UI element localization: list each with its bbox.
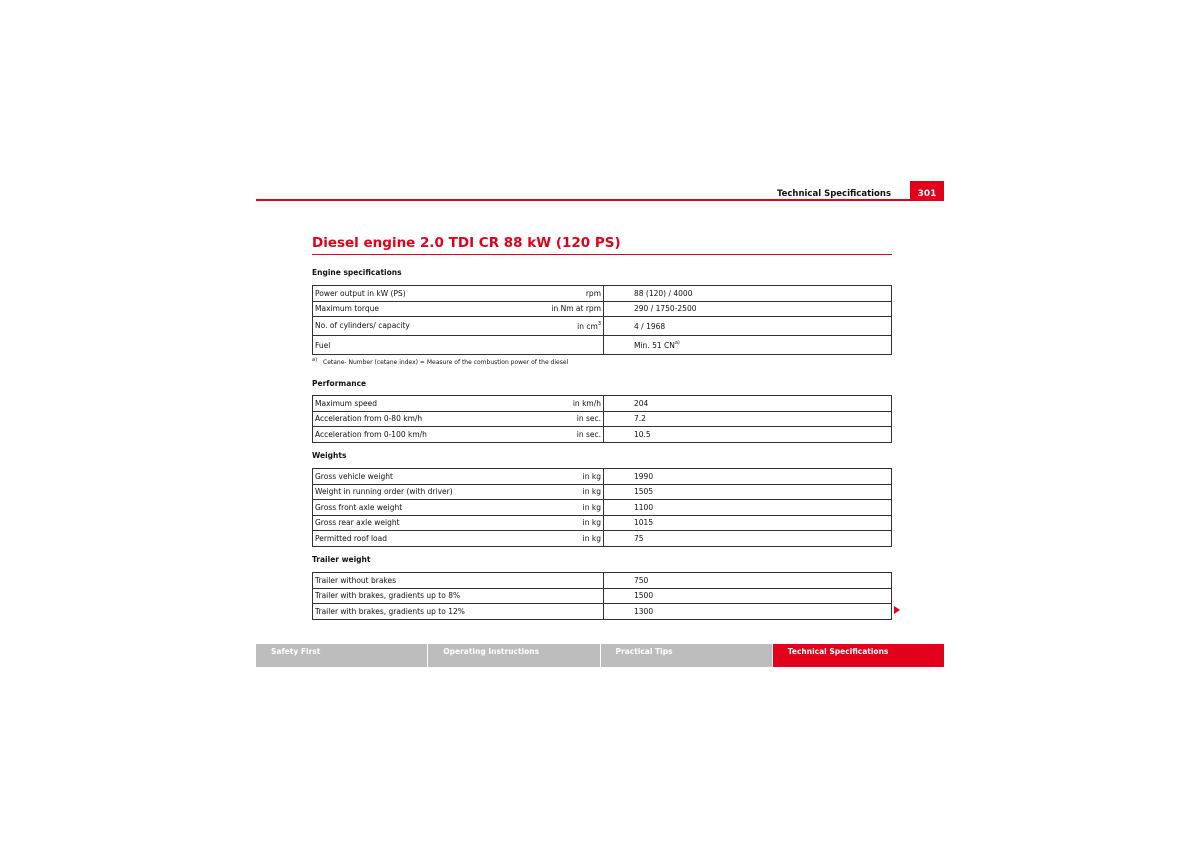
table-row — [313, 336, 892, 355]
footnote-mark: a) — [312, 357, 318, 363]
row-unit: in kg — [582, 518, 601, 528]
row-value: 204 — [604, 396, 892, 412]
title-rule — [312, 254, 892, 255]
running-header-title: Technical Specifications — [776, 189, 891, 199]
tab-safety-first[interactable]: Safety First — [256, 644, 428, 667]
row-label: Permitted roof load — [315, 533, 388, 543]
table-row — [313, 500, 892, 516]
row-label: Trailer with brakes, gradients up to 8% — [315, 591, 461, 601]
row-value: 1015 — [604, 515, 892, 531]
performance-table — [312, 395, 892, 443]
trailer-heading: Trailer weight — [312, 555, 371, 564]
row-value: 4 / 1968 — [604, 317, 892, 336]
row-label: No. of cylinders/ capacity — [315, 321, 410, 330]
row-value: 10.5 — [604, 427, 892, 443]
row-value: 1505 — [604, 484, 892, 500]
performance-heading: Performance — [312, 379, 367, 388]
row-value: 1100 — [604, 500, 892, 516]
continue-arrow-icon — [894, 606, 900, 614]
engine-specs-table — [312, 285, 892, 355]
row-label: Weight in running order (with driver) — [315, 487, 453, 497]
tab-practical-tips[interactable]: Practical Tips — [601, 644, 773, 667]
row-label: Gross front axle weight — [315, 502, 403, 512]
row-value: 290 / 1750-2500 — [604, 301, 892, 317]
row-value: 750 — [604, 573, 892, 589]
row-unit: in kg — [582, 471, 601, 481]
table-row — [313, 515, 892, 531]
row-unit: in Nm at rpm — [551, 304, 601, 314]
table-row — [313, 317, 892, 336]
table-row — [313, 588, 892, 604]
footer-tabs — [256, 644, 944, 667]
row-value: 1500 — [604, 588, 892, 604]
row-value: Min. 51 CN — [634, 341, 675, 350]
row-unit: in km/h — [572, 398, 601, 408]
row-label: Gross rear axle weight — [315, 518, 400, 528]
row-value: 88 (120) / 4000 — [604, 286, 892, 302]
row-label: Acceleration from 0-100 km/h — [315, 429, 427, 439]
table-row — [313, 484, 892, 500]
table-row — [313, 531, 892, 547]
table-row — [313, 604, 892, 620]
table-row — [313, 286, 892, 302]
footnote — [312, 357, 568, 366]
row-unit: in kg — [582, 533, 601, 543]
row-label: Trailer with brakes, gradients up to 12% — [315, 606, 465, 616]
unit-superscript: 3 — [597, 321, 601, 327]
header-rule — [256, 199, 944, 201]
tab-technical-specifications[interactable]: Technical Specifications — [773, 644, 944, 667]
page-title: Diesel engine 2.0 TDI CR 88 kW (120 PS) — [312, 235, 621, 251]
footnote-reference: a) — [674, 340, 680, 346]
row-unit: in sec. — [576, 429, 601, 439]
engine-specs-heading: Engine specifications — [312, 268, 402, 277]
row-label: Acceleration from 0-80 km/h — [315, 414, 423, 424]
page-number: 301 — [910, 181, 944, 201]
row-label: Gross vehicle weight — [315, 471, 393, 481]
row-unit: rpm — [585, 288, 601, 298]
row-unit: in kg — [582, 502, 601, 512]
table-row — [313, 427, 892, 443]
row-value: 75 — [604, 531, 892, 547]
row-label: Maximum speed — [315, 398, 377, 408]
trailer-table — [312, 572, 892, 620]
table-row — [313, 573, 892, 589]
footnote-text: Cetane- Number (cetane index) = Measure of the combustion power of the diesel — [323, 359, 569, 366]
table-row — [313, 396, 892, 412]
row-label: Power output in kW (PS) — [315, 288, 406, 298]
row-value: 1300 — [604, 604, 892, 620]
table-row — [313, 411, 892, 427]
row-value: 1990 — [604, 469, 892, 485]
weights-table — [312, 468, 892, 547]
weights-heading: Weights — [312, 451, 347, 460]
row-value: 7.2 — [604, 411, 892, 427]
row-unit: in kg — [582, 487, 601, 497]
row-label: Fuel — [315, 340, 331, 350]
tab-operating-instructions[interactable]: Operating Instructions — [428, 644, 600, 667]
row-unit: in cm — [577, 322, 598, 331]
table-row — [313, 301, 892, 317]
row-unit: in sec. — [576, 414, 601, 424]
row-label: Maximum torque — [315, 304, 379, 314]
table-row — [313, 469, 892, 485]
row-label: Trailer without brakes — [315, 575, 397, 585]
